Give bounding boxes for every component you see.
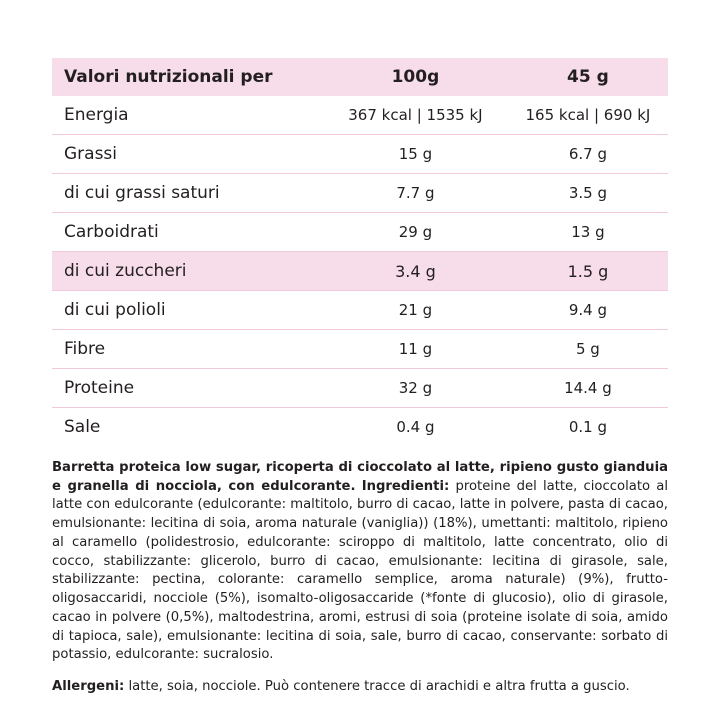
header-label: Valori nutrizionali per — [52, 58, 323, 96]
header-col-100g: 100g — [323, 58, 508, 96]
row-label: di cui zuccheri — [52, 252, 323, 291]
table-row — [52, 408, 668, 447]
row-label: Sale — [64, 417, 101, 437]
row-label: di cui polioli — [52, 291, 323, 330]
row-label: Fibre — [52, 330, 323, 369]
ingredients-text: proteine del latte, cioccolato al latte con edulcorante (edulcorante: maltitolo, burro di cacao, latte in polvere, pasta di cacao, emulsionante: lecitina di soia, aroma naturale (vaniglia)) (18%), umettanti: maltitolo, ripieno al caramello (polidestrosio, edulcorante: sciroppo di maltitolo, latte concentrato, olio di cocco, stabilizzante: glicerolo, burro di cacao, emulsionante: lecitina di girasole, sale, stabilizzante: pectina, colorante: caramello semplice, aroma naturale) (9%), frutto-oligosaccaridi, nocciole (5%), isomalto-oligosaccaride (*fonte di glucosio), olio di girasole, cacao in polvere (0,5%), maltodestrina, aromi, estrusi di soia (proteine isolate di soia, amido di tapioca, sale), emulsionante: lecitina di soia, sale, burro di cacao, conservante: sorbato di potassio, edulcorante: sucralosio. — [52, 478, 668, 663]
row-value-45g: 165 kcal | 690 kJ — [508, 96, 668, 135]
row-value-100g: 15 g — [323, 135, 508, 174]
row-value-100g: 21 g — [323, 291, 508, 330]
row-label: di cui grassi saturi — [52, 174, 323, 213]
table-row-highlighted — [52, 252, 668, 291]
table-row — [52, 330, 668, 369]
ingredients-label: Ingredienti: — [361, 478, 450, 494]
table-body — [52, 96, 668, 446]
row-label: Grassi — [52, 135, 323, 174]
row-value-100g: 367 kcal | 1535 kJ — [323, 96, 508, 135]
row-label: Energia — [52, 96, 323, 135]
row-value-100g: 32 g — [323, 369, 508, 408]
nutrition-table — [52, 58, 668, 446]
row-value-100g: 3.4 g — [323, 252, 508, 291]
row-value-100g: 29 g — [323, 213, 508, 252]
row-value-100g: 7.7 g — [323, 174, 508, 213]
table-row — [52, 96, 668, 135]
table-row — [52, 174, 668, 213]
row-value-100g: 11 g — [323, 330, 508, 369]
row-value-100g: 0.4 g — [396, 418, 435, 436]
row-value-45g: 0.1 g — [568, 418, 607, 436]
row-label: Carboidrati — [52, 213, 323, 252]
ingredients-paragraph — [52, 459, 668, 665]
allergens-paragraph — [52, 678, 668, 697]
row-value-45g: 9.4 g — [508, 291, 668, 330]
product-description: Barretta proteica low sugar, ricoperta di cioccolato al latte, ripieno gusto gianduia e granella di nocciola, con edulcorante. — [52, 460, 668, 494]
table-header-row — [52, 58, 668, 96]
row-label: Proteine — [52, 369, 323, 408]
row-value-45g: 14.4 g — [508, 369, 668, 408]
row-value-45g: 13 g — [508, 213, 668, 252]
table-row — [52, 135, 668, 174]
row-value-45g: 5 g — [508, 330, 668, 369]
table-row — [52, 369, 668, 408]
header-col-45g: 45 g — [508, 58, 668, 96]
row-value-45g: 3.5 g — [508, 174, 668, 213]
row-value-45g: 6.7 g — [508, 135, 668, 174]
table-row — [52, 291, 668, 330]
row-value-45g: 1.5 g — [508, 252, 668, 291]
table-row — [52, 213, 668, 252]
allergens-text: latte, soia, nocciole. Può contenere tracce di arachidi e altra frutta a guscio. — [124, 679, 630, 695]
allergens-label: Allergeni: — [52, 679, 125, 695]
